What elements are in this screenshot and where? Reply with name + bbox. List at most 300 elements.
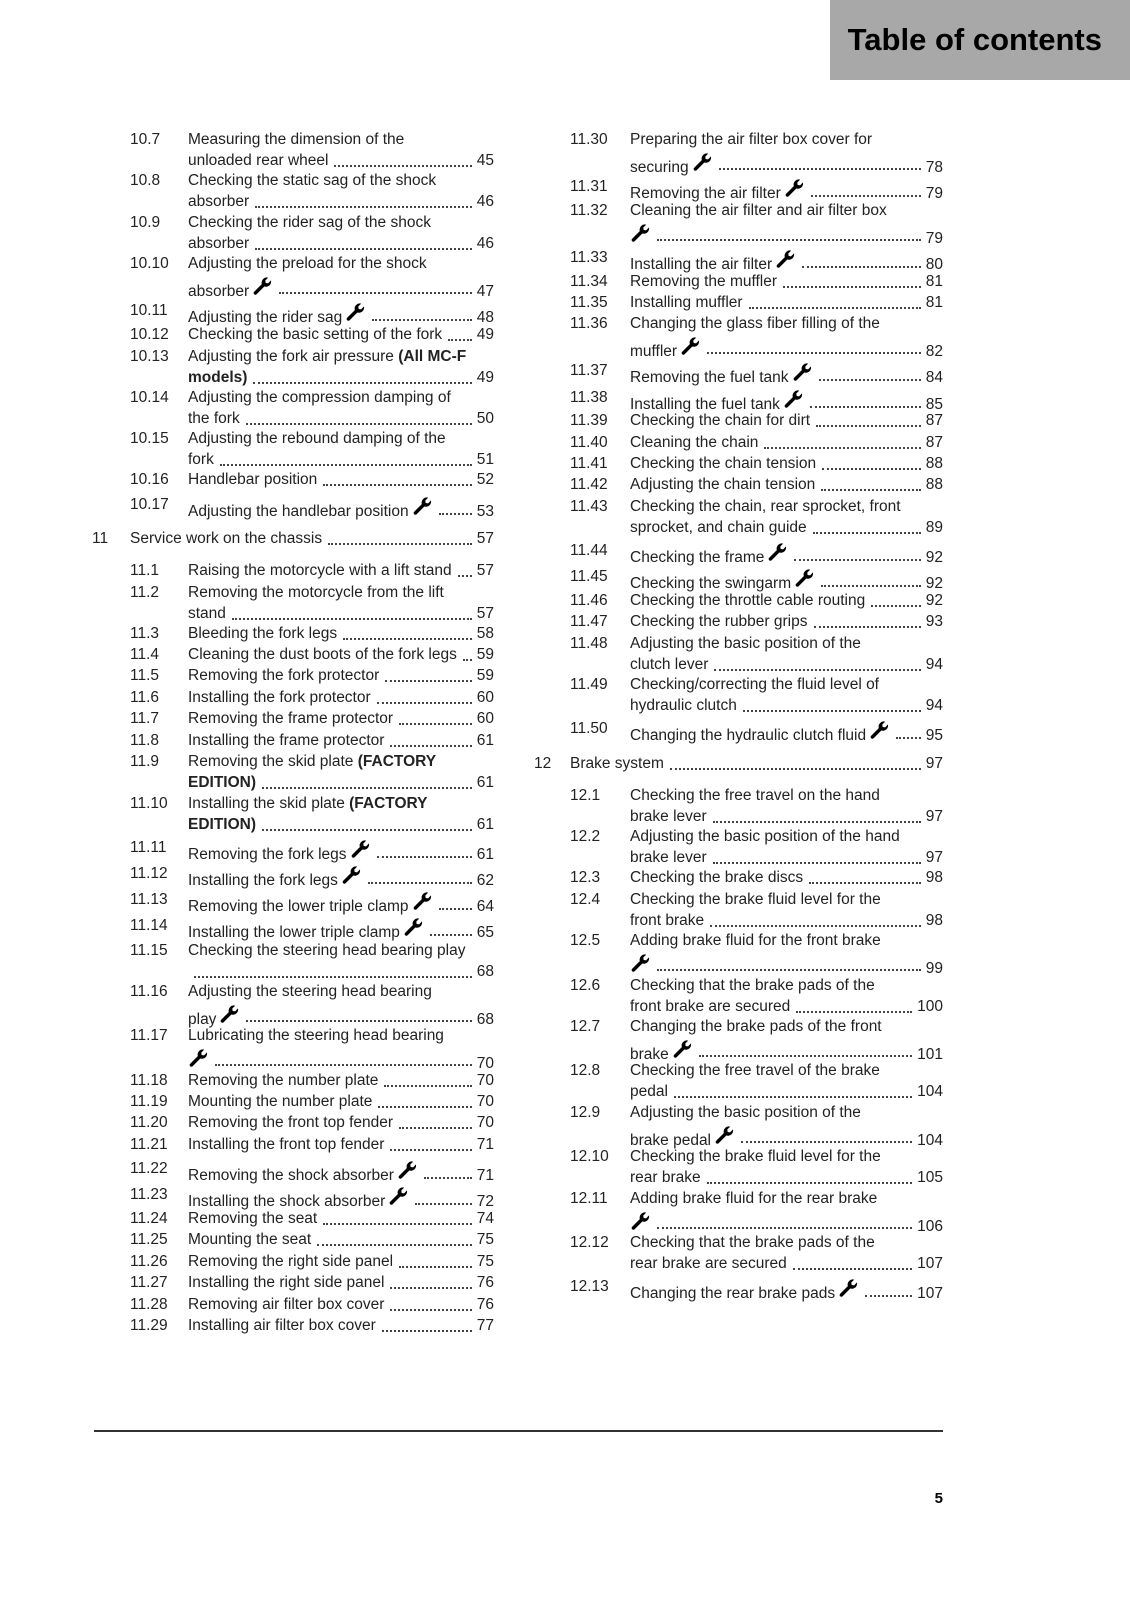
toc-entry-title-line — [188, 815, 494, 836]
toc-entry-title-line: Installing the air filter 80 — [630, 248, 943, 276]
wrench-icon — [345, 301, 366, 322]
toc-entry-number: 11.16 — [130, 983, 168, 1000]
toc-entry-title-line: the fork 50 — [188, 409, 494, 430]
toc-page-number: 60 — [476, 710, 494, 727]
toc-entry-number: 11.15 — [130, 942, 168, 959]
toc-entry-title-line: Checking the free travel on the hand — [630, 787, 880, 804]
dot-leader — [232, 618, 472, 620]
toc-entry-title-line: Checking the static sag of the shock — [188, 172, 437, 189]
toc-entry-title-line: Checking the rider sag of the shock — [188, 214, 431, 231]
toc-page-number: 81 — [925, 273, 943, 290]
toc-page-number: 65 — [476, 924, 494, 941]
wrench-icon — [838, 1277, 859, 1298]
dot-leader — [657, 969, 921, 971]
toc-entry-number: 11.7 — [130, 710, 160, 727]
toc-entry-title-line: muffler 82 — [630, 335, 943, 363]
toc-page-number: 97 — [925, 848, 943, 866]
toc-page-number: 61 — [476, 773, 494, 791]
dot-leader — [821, 489, 920, 491]
dot-leader — [377, 856, 472, 858]
dot-leader — [871, 605, 921, 607]
dot-leader — [384, 1085, 471, 1087]
toc-entry-number: 11.50 — [570, 720, 608, 737]
toc-entry-title-line: Lubricating the steering head bearing — [188, 1027, 444, 1044]
toc-page-number: 87 — [925, 434, 943, 451]
toc-entry-title-line: Adjusting the basic position of the — [630, 1104, 861, 1121]
toc-entry-title-line: brake lever 97 — [630, 848, 943, 869]
toc-page-number: 99 — [925, 959, 943, 977]
wrench-icon — [219, 1003, 240, 1024]
toc-entry-title-line: Mounting the seat 75 — [188, 1230, 494, 1251]
toc-entry-qualifier: EDITION) — [188, 773, 257, 791]
toc-entry-number: 11.26 — [130, 1253, 168, 1270]
toc-entry-number: 11.11 — [130, 839, 167, 856]
toc-entry-title-line: Removing the frame protector 60 — [188, 709, 494, 730]
toc-entry-qualifier: (FACTORY — [353, 753, 437, 770]
toc-entry-title-line — [188, 368, 494, 389]
toc-page-number: 107 — [917, 1285, 943, 1302]
dot-leader — [743, 710, 921, 712]
toc-entry-title-line: Installing the skid plate (FACTORY — [188, 795, 428, 812]
toc-page-number: 61 — [476, 732, 494, 749]
toc-entry-title-line: Removing the seat 74 — [188, 1209, 494, 1230]
toc-entry-number: 11.43 — [570, 498, 608, 515]
toc-page-number: 105 — [917, 1168, 943, 1186]
toc-entry-title-line: Adjusting the handlebar position 53 — [188, 495, 494, 523]
toc-entry-number: 11.35 — [570, 294, 608, 311]
toc-page-number: 49 — [476, 368, 494, 386]
toc-entry-number: 12.1 — [570, 787, 601, 804]
toc-entry-title-line: Removing the front top fender 70 — [188, 1113, 494, 1134]
toc-entry-number: 12.11 — [570, 1190, 608, 1207]
toc-entry-title-line: Adjusting the rebound damping of the — [188, 430, 446, 447]
toc-entry-title-line: Removing the lower triple clamp 64 — [188, 890, 494, 918]
toc-entry-number: 10.17 — [130, 496, 169, 513]
toc-page-number: 71 — [476, 1167, 494, 1184]
toc-page-number: 76 — [476, 1296, 494, 1313]
toc-entry-title-line: sprocket, and chain guide 89 — [630, 518, 943, 539]
dot-leader — [390, 1309, 471, 1311]
toc-page-number: 57 — [476, 562, 494, 579]
dot-leader — [317, 1244, 472, 1246]
toc-entry-number: 12.8 — [570, 1062, 601, 1079]
toc-entry-number: 11.17 — [130, 1027, 168, 1044]
toc-entry-number: 10.7 — [130, 131, 161, 148]
dot-leader — [377, 702, 472, 704]
dot-leader — [262, 829, 472, 831]
toc-page-number: 46 — [476, 234, 494, 252]
toc-entry-title-line: Installing the front top fender 71 — [188, 1135, 494, 1156]
toc-page-number: 89 — [925, 518, 943, 536]
toc-entry-number: 11.28 — [130, 1296, 168, 1313]
toc-entry-title-line: Installing the fork protector 60 — [188, 688, 494, 709]
wrench-icon — [412, 890, 433, 911]
dot-leader — [399, 1127, 472, 1129]
toc-entry-title-line: absorber 46 — [188, 192, 494, 213]
toc-entry-title-line: Checking the chain tension 88 — [630, 454, 943, 475]
toc-page-number: 70 — [476, 1072, 494, 1089]
dot-leader — [334, 165, 471, 167]
toc-entry-title-line: Removing the right side panel 75 — [188, 1252, 494, 1273]
toc-entry-qualifier: EDITION) — [188, 815, 257, 833]
toc-entry-number: 11.37 — [570, 362, 608, 379]
toc-page-number: 49 — [476, 326, 494, 343]
toc-entry-number: 11.46 — [570, 592, 608, 609]
toc-entry-title-line: front brake are secured 100 — [630, 997, 943, 1018]
toc-entry-number: 10.13 — [130, 348, 169, 365]
toc-entry-title-line: Changing the hydraulic clutch fluid 95 — [630, 719, 943, 747]
dot-leader — [323, 484, 471, 486]
dot-leader — [463, 659, 472, 661]
toc-entry-qualifier: models) — [188, 368, 248, 386]
dot-leader — [194, 976, 472, 978]
dot-leader — [328, 543, 472, 545]
wrench-icon — [869, 719, 890, 740]
toc-page-number: 88 — [925, 455, 943, 472]
toc-entry-title-line: hydraulic clutch 94 — [630, 696, 943, 717]
toc-entry-title-line: Checking the chain, rear sprocket, front — [630, 498, 901, 515]
wrench-icon — [672, 1038, 693, 1059]
toc-page-number: 106 — [917, 1217, 943, 1235]
toc-page-number: 51 — [476, 450, 494, 468]
toc-entry-number: 12.10 — [570, 1148, 609, 1165]
wrench-icon — [350, 838, 371, 859]
toc-page-number: 76 — [476, 1274, 494, 1291]
toc-entry-number: 12.7 — [570, 1018, 601, 1035]
toc-page-number: 57 — [476, 530, 494, 547]
dot-leader — [819, 379, 921, 381]
toc-entry-title-line: Installing muffler 81 — [630, 293, 943, 314]
toc-entry-title-line: Removing the fork legs 61 — [188, 838, 494, 866]
dot-leader — [343, 638, 472, 640]
toc-entry-title-line: pedal 104 — [630, 1082, 943, 1103]
toc-entry-number: 11.3 — [130, 625, 160, 642]
dot-leader — [368, 882, 472, 884]
toc-page-number: 53 — [476, 503, 494, 520]
toc-entry-title-line: brake lever 97 — [630, 807, 943, 828]
wrench-icon — [767, 541, 788, 562]
toc-entry-title-line — [630, 222, 943, 250]
dot-leader — [279, 292, 472, 294]
toc-entry-number: 12.12 — [570, 1234, 609, 1251]
toc-entry-number: 11.31 — [570, 178, 608, 195]
toc-entry-title-line: Preparing the air filter box cover for — [630, 131, 873, 148]
toc-entry-number: 11.22 — [130, 1160, 168, 1177]
toc-page-number: 61 — [476, 846, 494, 863]
dot-leader — [448, 339, 472, 341]
toc-entry-number: 11.19 — [130, 1093, 168, 1110]
toc-entry-title-line: securing 78 — [630, 151, 943, 179]
toc-entry-title-line: Checking the rubber grips 93 — [630, 612, 943, 633]
toc-entry-qualifier: (FACTORY — [344, 795, 428, 812]
dot-leader — [741, 1141, 912, 1143]
toc-page-number: 80 — [925, 256, 943, 273]
toc-entry-title-line: Removing the air filter 79 — [630, 177, 943, 205]
toc-entry-title-line: rear brake 105 — [630, 1168, 943, 1189]
toc-entry-title-line: Checking the free travel of the brake — [630, 1062, 880, 1079]
toc-entry-title-line: Cleaning the dust boots of the fork legs 59 — [188, 645, 494, 666]
toc-entry-title-line: Installing the shock absorber 72 — [188, 1185, 494, 1213]
toc-entry-title-line: Installing the fork legs 62 — [188, 864, 494, 892]
toc-entry-number: 11.6 — [130, 689, 160, 706]
dot-leader — [657, 239, 921, 241]
toc-entry-title-line: clutch lever 94 — [630, 655, 943, 676]
toc-entry-title-line: Raising the motorcycle with a lift stand 57 — [188, 561, 494, 582]
dot-leader — [710, 925, 921, 927]
toc-entry-title-line: Adding brake fluid for the rear brake — [630, 1190, 878, 1207]
dot-leader — [262, 787, 472, 789]
page-number: 5 — [934, 1490, 943, 1507]
toc-page-number: 47 — [476, 282, 494, 300]
toc-page-number: 104 — [917, 1082, 943, 1100]
footer-divider — [94, 1430, 943, 1432]
toc-entry-title-line — [188, 773, 494, 794]
wrench-icon — [341, 864, 362, 885]
toc-entry-number: 11.41 — [570, 455, 608, 472]
wrench-icon — [714, 1124, 735, 1145]
toc-entry-number: 10.14 — [130, 389, 169, 406]
dot-leader — [699, 1055, 912, 1057]
toc-page-number: 97 — [925, 807, 943, 825]
wrench-icon — [680, 335, 701, 356]
toc-page-number: 98 — [925, 911, 943, 929]
toc-page-number: 81 — [925, 294, 943, 311]
toc-entry-number: 11.2 — [130, 584, 160, 601]
dot-leader — [783, 286, 921, 288]
wrench-icon — [388, 1185, 409, 1206]
wrench-icon — [403, 916, 424, 937]
wrench-icon — [630, 952, 651, 973]
toc-entry-number: 10.11 — [130, 302, 168, 319]
dot-leader — [707, 1182, 912, 1184]
toc-entry-number: 10.10 — [130, 255, 169, 272]
toc-entry-title-line: Adjusting the steering head bearing — [188, 983, 432, 1000]
toc-entry-title-line: unloaded rear wheel 45 — [188, 151, 494, 172]
toc-entry-qualifier: (All MC-F — [393, 348, 467, 365]
dot-leader — [255, 248, 472, 250]
toc-entry-number: 11 — [92, 530, 109, 547]
dot-leader — [749, 307, 921, 309]
toc-page-number: 74 — [476, 1210, 494, 1227]
toc-entry-number: 11.14 — [130, 917, 168, 934]
toc-entry-number: 11.42 — [570, 476, 608, 493]
toc-entry-title-line: Cleaning the air filter and air filter box — [630, 202, 887, 219]
dot-leader — [439, 513, 472, 515]
toc-page-number: 93 — [925, 613, 943, 630]
toc-page-number: 97 — [925, 755, 943, 772]
toc-entry-title-line: Changing the brake pads of the front — [630, 1018, 882, 1035]
toc-entry-number: 11.44 — [570, 542, 608, 559]
toc-entry-number: 12.2 — [570, 828, 601, 845]
toc-entry-title-line: Checking the swingarm 92 — [630, 567, 943, 595]
toc-page-number: 84 — [925, 369, 943, 386]
toc-entry-title-line: absorber 47 — [188, 275, 494, 303]
toc-entry-title-line — [630, 952, 943, 980]
wrench-icon — [412, 495, 433, 516]
dot-leader — [372, 319, 472, 321]
toc-page-number: 87 — [925, 412, 943, 429]
dot-leader — [822, 468, 921, 470]
toc-entry-number: 11.49 — [570, 676, 608, 693]
toc-entry-number: 11.4 — [130, 646, 160, 663]
dot-leader — [385, 680, 471, 682]
toc-page-number: 95 — [925, 727, 943, 744]
toc-entry-title-line: Handlebar position 52 — [188, 470, 494, 491]
toc-entry-title-line: stand 57 — [188, 604, 494, 625]
toc-page-number: 92 — [925, 575, 943, 592]
toc-entry-title-line: Checking the throttle cable routing 92 — [630, 591, 943, 612]
toc-entry-number: 11.45 — [570, 568, 608, 585]
toc-entry-title-line: Checking the brake fluid level for the — [630, 1148, 881, 1165]
toc-page-number: 92 — [925, 549, 943, 566]
dot-leader — [378, 1106, 471, 1108]
toc-entry-title-line: Removing the motorcycle from the lift — [188, 584, 444, 601]
toc-entry-title-line: brake 101 — [630, 1038, 943, 1066]
toc-entry-number: 11.32 — [570, 202, 608, 219]
toc-entry-title-line: Adjusting the basic position of the hand — [630, 828, 900, 845]
page-title: Table of contents — [847, 22, 1102, 57]
dot-leader — [896, 737, 921, 739]
toc-entry-number: 11.10 — [130, 795, 168, 812]
wrench-icon — [784, 177, 805, 198]
dot-leader — [424, 1177, 472, 1179]
toc-entry-number: 11.29 — [130, 1317, 168, 1334]
toc-page-number: 61 — [476, 815, 494, 833]
toc-entry-title-line: Cleaning the chain 87 — [630, 433, 943, 454]
toc-entry-number: 12 — [534, 755, 552, 772]
toc-entry-title-line: Checking the basic setting of the fork 49 — [188, 325, 494, 346]
toc-page-number: 68 — [476, 962, 494, 980]
toc-entry-number: 11.1 — [130, 562, 160, 579]
toc-entry-title-line: Adjusting the fork air pressure (All MC-F — [188, 348, 467, 365]
dot-leader — [439, 908, 472, 910]
dot-leader — [810, 406, 921, 408]
toc-entry-title-line: Installing the lower triple clamp 65 — [188, 916, 494, 944]
dot-leader — [793, 1268, 912, 1270]
toc-entry-title-line: Mounting the number plate 70 — [188, 1092, 494, 1113]
wrench-icon — [188, 1047, 209, 1068]
toc-entry-number: 10.8 — [130, 172, 161, 189]
toc-page-number: 104 — [917, 1131, 943, 1149]
dot-leader — [865, 1295, 912, 1297]
toc-entry-title-line: Adjusting the basic position of the — [630, 635, 861, 652]
toc-entry-number: 11.20 — [130, 1114, 168, 1131]
toc-entry-title-line: Removing the fuel tank 84 — [630, 361, 943, 389]
toc-page-number: 88 — [925, 476, 943, 493]
dot-leader — [415, 1203, 471, 1205]
toc-entry-title-line — [188, 1047, 494, 1075]
dot-leader — [713, 862, 921, 864]
toc-page-number: 85 — [925, 396, 943, 413]
dot-leader — [764, 447, 920, 449]
toc-entry-number: 11.21 — [130, 1136, 168, 1153]
toc-entry-number: 11.36 — [570, 315, 608, 332]
toc-page-number: 59 — [476, 646, 494, 663]
toc-page-number: 101 — [917, 1045, 943, 1063]
wrench-icon — [397, 1159, 418, 1180]
toc-entry-title-line: Checking the chain for dirt 87 — [630, 411, 943, 432]
toc-entry-title-line: front brake 98 — [630, 911, 943, 932]
dot-leader — [246, 1020, 471, 1022]
toc-entry-title-line: play 68 — [188, 1003, 494, 1031]
toc-entry-title-line: Removing the shock absorber 71 — [188, 1159, 494, 1187]
toc-entry-title-line: Changing the rear brake pads 107 — [630, 1277, 943, 1305]
toc-page-number: 50 — [476, 409, 494, 427]
toc-entry-number: 11.47 — [570, 613, 608, 630]
wrench-icon — [792, 361, 813, 382]
dot-leader — [714, 669, 920, 671]
toc-entry-title-line: Checking the steering head bearing play — [188, 942, 466, 959]
toc-entry-title-line: brake pedal 104 — [630, 1124, 943, 1152]
toc-entry-number: 11.38 — [570, 389, 608, 406]
toc-entry-number: 12.6 — [570, 977, 601, 994]
toc-entry-number: 11.39 — [570, 412, 608, 429]
wrench-icon — [630, 222, 651, 243]
toc-entry-number: 10.12 — [130, 326, 169, 343]
dot-leader — [390, 1287, 471, 1289]
toc-entry-number: 12.13 — [570, 1278, 609, 1295]
toc-entry-number: 10.9 — [130, 214, 161, 231]
toc-page-number: 82 — [925, 342, 943, 360]
toc-page-number: 78 — [925, 158, 943, 176]
dot-leader — [794, 559, 920, 561]
toc-page-number: 107 — [917, 1254, 943, 1272]
toc-page-number: 79 — [925, 229, 943, 247]
toc-page-number: 48 — [476, 309, 494, 326]
toc-entry-number: 11.24 — [130, 1210, 168, 1227]
dot-leader — [215, 1064, 472, 1066]
dot-leader — [713, 821, 921, 823]
toc-entry-title-line — [188, 962, 494, 983]
dot-leader — [323, 1223, 472, 1225]
toc-entry-number: 11.48 — [570, 635, 608, 652]
toc-entry-title-line: Changing the glass fiber filling of the — [630, 315, 880, 332]
toc-page-number: 59 — [476, 667, 494, 684]
toc-entry-title-line: Adjusting the rider sag 48 — [188, 301, 494, 329]
toc-entry-title-line: Checking the frame 92 — [630, 541, 943, 569]
toc-entry-number: 11.9 — [130, 753, 160, 770]
dot-leader — [813, 532, 921, 534]
toc-entry-number: 12.9 — [570, 1104, 601, 1121]
toc-entry-title-line: absorber 46 — [188, 234, 494, 255]
toc-entry-number: 12.4 — [570, 891, 601, 908]
dot-leader — [390, 745, 471, 747]
toc-entry-title-line: Checking the brake fluid level for the — [630, 891, 881, 908]
dot-leader — [811, 195, 921, 197]
toc-entry-title-line: Adjusting the chain tension 88 — [630, 475, 943, 496]
toc-entry-number: 11.8 — [130, 732, 160, 749]
toc-page-number: 92 — [925, 592, 943, 609]
toc-page-number: 70 — [476, 1093, 494, 1110]
toc-entry-number: 11.25 — [130, 1231, 168, 1248]
toc-page-number: 68 — [476, 1010, 494, 1028]
wrench-icon — [692, 151, 713, 172]
dot-leader — [399, 723, 472, 725]
toc-page-number: 60 — [476, 689, 494, 706]
toc-entry-title-line: Brake system 97 — [570, 754, 943, 775]
dot-leader — [657, 1227, 912, 1229]
toc-entry-title-line: Adjusting the preload for the shock — [188, 255, 427, 272]
toc-page-number: 77 — [476, 1317, 494, 1334]
toc-page-number: 98 — [925, 869, 943, 886]
toc-entry-title-line: Bleeding the fork legs 58 — [188, 624, 494, 645]
dot-leader — [670, 768, 921, 770]
dot-leader — [430, 934, 472, 936]
toc-entry-title-line: Installing the fuel tank 85 — [630, 388, 943, 416]
toc-entry-number: 12.3 — [570, 869, 601, 886]
dot-leader — [821, 585, 921, 587]
toc-page-number: 58 — [476, 625, 494, 642]
